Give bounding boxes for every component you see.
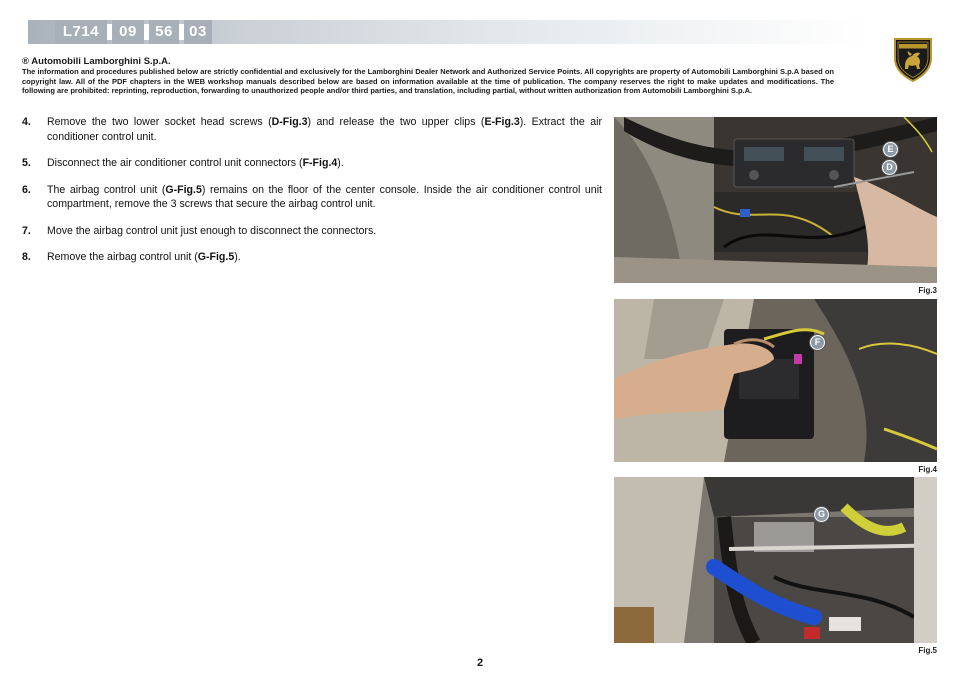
figure-reference: G-Fig.5 [197, 251, 235, 263]
step-number: 4. [22, 116, 31, 128]
procedure-step [22, 115, 602, 144]
figure-reference: G-Fig.5 [165, 183, 202, 196]
lamborghini-bull-shield-icon [893, 36, 933, 82]
figure-reference: F-Fig.4 [302, 157, 338, 169]
step-number: 7. [22, 224, 31, 237]
copyright-disclaimer [22, 56, 834, 96]
figure-5-photo [614, 477, 937, 643]
callout-label: G [814, 507, 829, 522]
step-text: Move the airbag control unit just enough to disconnect the connectors. [47, 224, 377, 237]
step-text: Remove the two lower socket head screws ( [47, 116, 272, 128]
manual-code-group: 09 [112, 20, 144, 44]
procedure-step [22, 156, 602, 171]
procedure-step [22, 250, 602, 265]
figure-3-photo [614, 117, 937, 283]
step-text: The airbag control unit ( [47, 183, 166, 196]
step-text: Disconnect the air conditioner control unit connectors ( [47, 157, 303, 169]
procedure-step [22, 224, 602, 239]
disclaimer-title: ® Automobili Lamborghini S.p.A. [22, 56, 171, 67]
figure-caption: Fig.5 [918, 646, 937, 655]
figure-caption: Fig.4 [918, 465, 937, 474]
page-number: 2 [476, 657, 484, 669]
figure-caption: Fig.3 [918, 286, 937, 295]
step-number: 6. [22, 183, 31, 196]
step-text: ). [234, 251, 241, 263]
lamborghini-logo [893, 36, 933, 82]
callout-label: F [810, 335, 825, 350]
figure-reference: D-Fig.3 [271, 116, 308, 128]
step-number: 8. [22, 251, 31, 263]
figure-reference: E-Fig.3 [484, 116, 520, 128]
step-text: ). Extract the air conditioner control unit. [47, 116, 602, 143]
figure-4-photo [614, 299, 937, 462]
step-text: ). [337, 157, 344, 169]
step-text: ) remains on the floor of the center console. Inside the air conditioner control unit compartment, remove the 3 screws that secure the airbag control unit. [47, 183, 602, 210]
step-text: ) and release the two upper clips ( [307, 116, 485, 128]
manual-code-subgroup: 56 [149, 20, 179, 44]
callout-label: D [882, 160, 897, 175]
procedure-steps [22, 115, 602, 277]
callout-label: E [883, 142, 898, 157]
step-number: 5. [22, 157, 31, 169]
manual-code-model: L714 [55, 20, 107, 44]
procedure-step [22, 183, 602, 212]
disclaimer-body: The information and procedures published below are strictly confidential and exclusively for the Lamborghini Dealer Network and Authorized Service Points. All copyrights are property of Automobili Lamborghini S.p.A based on copyright law. All of the PDF chapters in the WEB workshop manuals described below are based on information available at the time of publication. The company reserves the right to make updates and modifications. The following are prohibited: reprinting, reproduction, forwarding to unauthorized people and/or third parties, and translation, including partial, without written authorization from Automobili Lamborghini S.p.A. [22, 67, 834, 96]
manual-code-section: 03 [184, 20, 212, 44]
step-text: Remove the airbag control unit ( [47, 251, 198, 263]
